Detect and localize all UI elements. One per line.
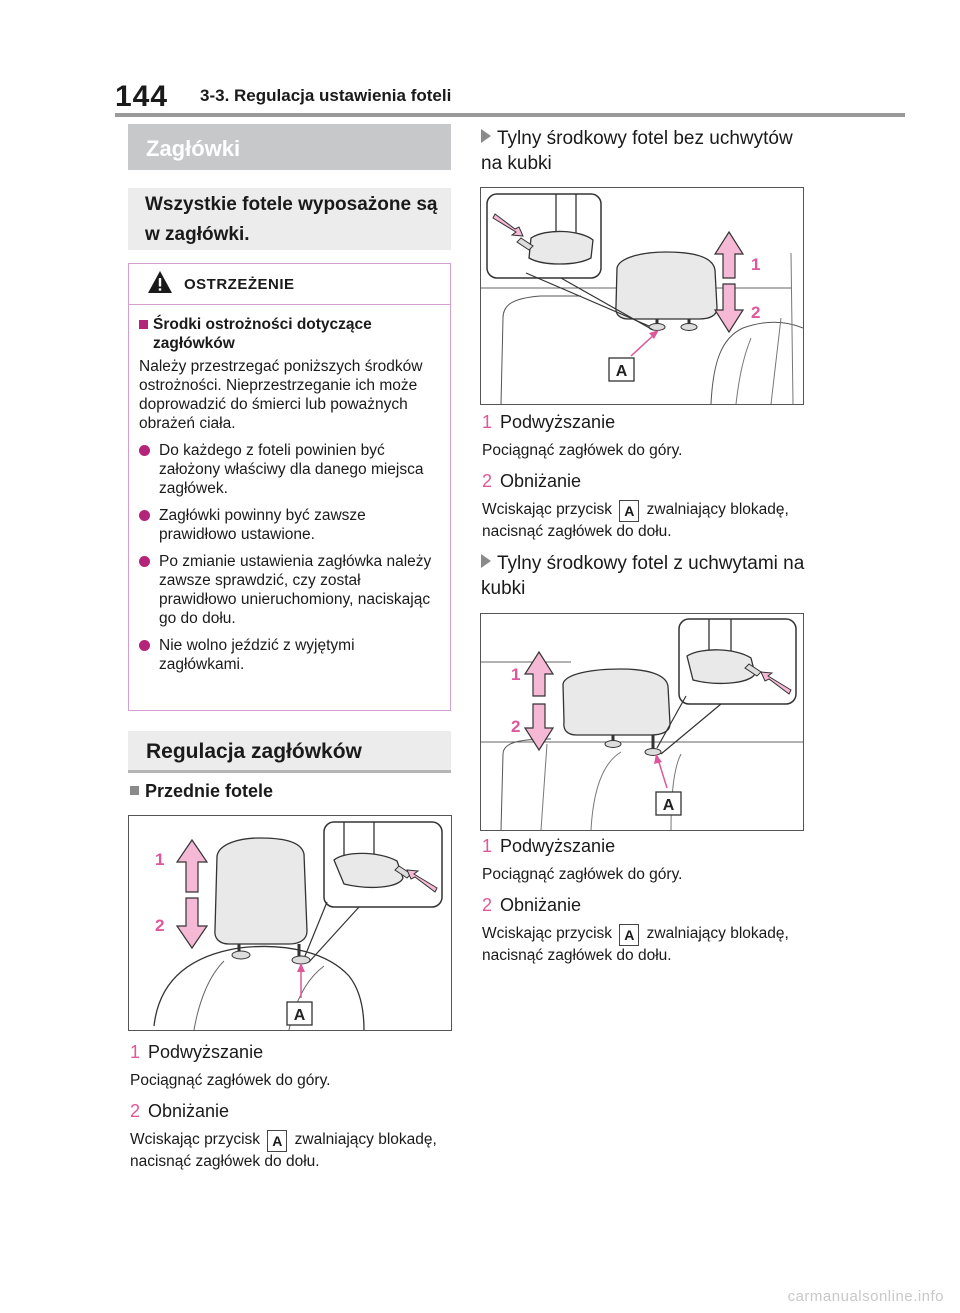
bullet-dot-icon — [139, 640, 150, 651]
bullet-dot-icon — [139, 510, 150, 521]
button-a-label: A — [619, 924, 639, 946]
rear-no-cup-heading-text: Tylny środkowy fotel bez uchwytów na kubki — [481, 128, 793, 174]
square-bullet-icon — [139, 320, 148, 329]
rear-cup-figure — [480, 613, 804, 831]
bullet-dot-icon — [139, 556, 150, 567]
warning-header — [129, 264, 450, 305]
front-headrest-illustration — [129, 816, 451, 1030]
step-desc-part: zwalniający blokadę, nacisnąć zagłówek do dołu. — [482, 501, 789, 540]
warning-bullet-text: Zagłówki powinny być zawsze prawidłowo ustawione. — [159, 507, 366, 543]
warning-bullet — [139, 552, 440, 628]
header-rule — [115, 113, 905, 117]
label-button-a: A — [615, 363, 628, 380]
rear-cup-steps — [482, 836, 802, 966]
warning-text: Należy przestrzegać poniższych środków ostrożności. Nieprzestrzeganie ich może doprowadzić do śmierci lub poważnych obrażeń ciała. — [139, 358, 423, 432]
chapter-title: 3-3. Regulacja ustawienia foteli — [200, 86, 452, 105]
intro-box — [128, 188, 451, 250]
warning-label: OSTRZEŻENIE — [184, 276, 295, 293]
step-number: 1 — [482, 836, 493, 856]
front-steps — [130, 1042, 450, 1172]
step-number: 2 — [482, 471, 493, 491]
front-seats-heading — [130, 781, 273, 802]
page-number: 144 — [115, 80, 169, 113]
step-number: 1 — [130, 1042, 141, 1062]
warning-box — [128, 263, 451, 711]
step-description — [130, 1130, 450, 1172]
step-title: Podwyższanie — [500, 836, 616, 856]
rear-no-cup-figure — [480, 187, 804, 405]
label-up: 1 — [751, 255, 761, 274]
rear-no-cup-illustration — [481, 188, 803, 404]
rear-cup-illustration — [481, 614, 803, 830]
section-title-text: Zagłówki — [146, 136, 241, 161]
label-up: 1 — [511, 665, 521, 684]
step-number: 2 — [482, 895, 493, 915]
step-desc-part: zwalniający blokadę, nacisnąć zagłówek do dołu. — [130, 1131, 437, 1170]
button-a-label: A — [619, 500, 639, 522]
step-desc-part: Wciskając przycisk — [482, 501, 613, 518]
section-title-headrests — [128, 124, 451, 170]
label-button-a: A — [662, 797, 675, 814]
warning-bullet-text: Po zmianie ustawienia zagłówka należy zawsze sprawdzić, czy został prawidłowo unieruchomiony, naciskając go do dołu. — [159, 553, 432, 627]
rear-cup-heading — [481, 551, 811, 601]
step-description: Pociągnąć zagłówek do góry. — [482, 866, 683, 883]
step-title: Obniżanie — [500, 471, 582, 491]
step-description — [482, 500, 802, 542]
step-description: Pociągnąć zagłówek do góry. — [130, 1072, 331, 1089]
square-bullet-icon — [130, 786, 139, 795]
label-down: 2 — [155, 916, 165, 935]
front-heading-text: Przednie fotele — [145, 781, 274, 801]
step-description — [482, 924, 802, 966]
button-a-label: A — [267, 1130, 287, 1152]
warning-bullet-text: Nie wolno jeździć z wyjętymi zagłówkami. — [159, 637, 355, 673]
section-title-adjust — [128, 731, 451, 771]
step-number: 1 — [482, 412, 493, 432]
triangle-bullet-icon — [481, 129, 491, 143]
section-underline — [128, 770, 451, 773]
warning-bullet-text: Do każdego z foteli powinien być założony właściwy dla danego miejsca zagłówek. — [159, 442, 424, 497]
step-title: Podwyższanie — [500, 412, 616, 432]
warning-bullet — [139, 441, 440, 498]
step-title: Podwyższanie — [148, 1042, 264, 1062]
triangle-bullet-icon — [481, 554, 491, 568]
step-desc-part: Wciskając przycisk — [482, 925, 613, 942]
section-title-2-text: Regulacja zagłówków — [146, 740, 362, 763]
warning-title-text: Środki ostrożności dotyczące zagłówków — [153, 316, 372, 352]
bullet-dot-icon — [139, 445, 150, 456]
label-button-a: A — [293, 1007, 306, 1024]
intro-text: Wszystkie fotele wyposażone są w zagłówki. — [145, 194, 438, 245]
label-down: 2 — [751, 303, 761, 322]
warning-bullet — [139, 506, 440, 544]
rear-no-cup-steps — [482, 412, 802, 542]
label-up: 1 — [155, 850, 165, 869]
rear-no-cup-heading — [481, 126, 811, 176]
warning-title — [139, 315, 440, 353]
watermark: carmanualsonline.info — [787, 1288, 944, 1305]
step-title: Obniżanie — [148, 1101, 230, 1121]
step-title: Obniżanie — [500, 895, 582, 915]
step-desc-part: zwalniający blokadę, nacisnąć zagłówek do dołu. — [482, 925, 789, 964]
warning-body — [129, 305, 450, 674]
rear-cup-heading-text: Tylny środkowy fotel z uchwytami na kubki — [481, 553, 805, 599]
label-down: 2 — [511, 717, 521, 736]
warning-icon — [147, 270, 173, 294]
warning-bullet — [139, 636, 440, 674]
step-description: Pociągnąć zagłówek do góry. — [482, 442, 683, 459]
step-desc-part: Wciskając przycisk — [130, 1131, 261, 1148]
front-seat-figure — [128, 815, 452, 1031]
step-number: 2 — [130, 1101, 141, 1121]
